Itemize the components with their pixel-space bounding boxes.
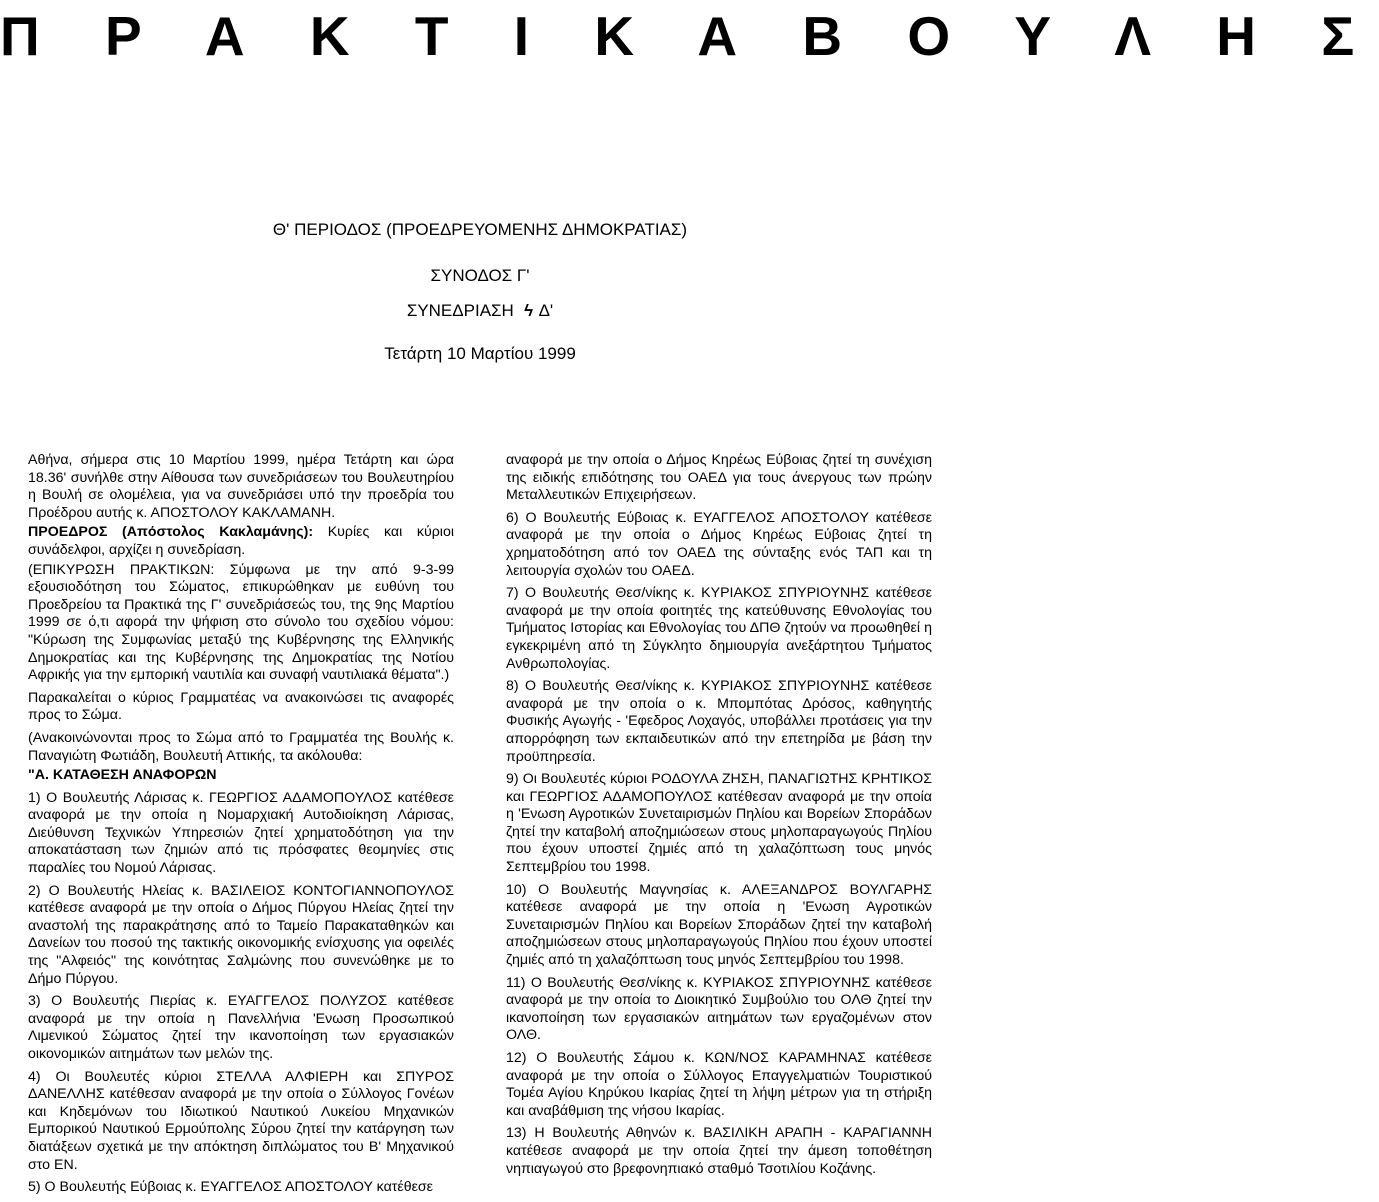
announcements-paragraph: (Ανακοινώνονται προς το Σώμα από το Γραμματέα της Βουλής κ. Παναγιώτη Φωτιάδη, Βουλευτή Αττικής, τα ακόλουθα: [28,729,454,764]
petition-item-5-end: αναφορά με την οποία ο Δήμος Κηρέως Εύβοιας ζητεί τη συνέχιση της ειδικής επιδότησης του ΟΑΕΔ για τους άνεργους των πρώην Μεταλλευτικών Επιχειρήσεων. [506,452,932,504]
petition-item-13: 13) Η Βουλευτής Αθηνών κ. ΒΑΣΙΛΙΚΗ ΑΡΑΠΗ - ΚΑΡΑΓΙΑΝΝΗ κατέθεσε αναφορά με την οποία ζητεί την άμεση τοποθέτηση νηπιαγωγού στο βρεφονηπιακό σταθμό Τσοτιλίου Κοζάνης. [506,1125,932,1177]
speaker-label: ΠΡΟΕΔΡΟΣ (Απόστολος Κακλαμάνης): [28,524,314,541]
opening-text: Αθήνα, σήμερα στις 10 Μαρτίου 1999, ημέρα Τετάρτη και ώρα 18.36' συνήλθε στην Αίθουσα των συνεδριάσεων του Βουλευτηρίου η Βουλή σε ολομέλεια, για να συνεδριάσει υπό την προεδρία του Προέδρου αυτής κ. [28,452,454,521]
speaker-name: ΑΠΟΣΤΟΛΟΥ ΚΑΚΛΑΜΑΝΗ. [150,504,336,521]
petition-item-3: 3) Ο Βουλευτής Πιερίας κ. ΕΥΑΓΓΕΛΟΣ ΠΟΛΥΖΟΣ κατέθεσε αναφορά με την οποία η Πανελλήνια 'Ενωση Προσωπικού Λιμενικού Σώματος ζητεί την ικανοποίηση των εργασιακών οικονομικών αιτημάτων των μελών της. [28,993,454,1062]
sitting-prefix: ΣΥΝΕΔΡΙΑΣΗ [406,301,514,320]
president-paragraph [28,524,454,559]
left-column [28,452,454,1202]
section-heading: "Α. ΚΑΤΑΘΕΣΗ ΑΝΑΦΟΡΩΝ [28,767,217,784]
petition-item-2: 2) Ο Βουλευτής Ηλείας κ. ΒΑΣΙΛΕΙΟΣ ΚΟΝΤΟΓΙΑΝΝΟΠΟΥΛΟΣ κατέθεσε αναφορά με την οποία ο Δήμος Πύργου Ηλείας ζητεί την αναστολή της παρακράτησης από το Ταμείο Παρακαταθηκών και Δανείων του ποσού της τακτικής οικονομικής ενίσχυσης για οφειλές της "Αλφειός" της κοινότητας Σαλμώνης που συνενώθηκε με το Δήμο Πύργου. [28,882,454,987]
petition-item-8: 8) Ο Βουλευτής Θεσ/νίκης κ. ΚΥΡΙΑΚΟΣ ΣΠΥΡΙΟΥΝΗΣ κατέθεσε αναφορά με την οποία ο κ. Μπομπότας Δρόσος, καθηγητής Φυσικής Αγωγής - 'Εφεδρος Λοχαγός, υποβάλλει προτάσεις για την απορρόφηση των εκπαιδευτικών από την επετηρίδα με βάση την προϋπηρεσία. [506,678,932,765]
sitting-label [0,301,960,321]
petition-item-12: 12) Ο Βουλευτής Σάμου κ. ΚΩΝ/ΝΟΣ ΚΑΡΑΜΗΝΑΣ κατέθεσε αναφορά με την οποία ο Σύλλογος Επαγγελματιών Τουριστικού Τομέα Αγίου Κηρύκου Ικαρίας ζητεί τη λήψη μέτρων για τη στήριξη και αναβάθμιση της νήσου Ικαρίας. [506,1050,932,1119]
petition-item-4: 4) Οι Βουλευτές κύριοι ΣΤΕΛΛΑ ΑΛΦΙΕΡΗ και ΣΠΥΡΟΣ ΔΑΝΕΛΛΗΣ κατέθεσαν αναφορά με την οποία ο Σύλλογος Γονέων και Κηδεμόνων του Ιδιωτικού Ναυτικού Λυκείου Μηχανικών Εμπορικού Ναυτικού Ερμούπολης Σύρου ζητεί την κατάργηση των διατάξεων σχετικά με την απόκτηση διπλώματος του Β' Μηχανικού στο ΕΝ. [28,1068,454,1173]
opening-paragraph [28,452,454,522]
president-text: Κυρίες και κύριοι συνάδελφοι, αρχίζει η συνεδρίαση. [28,524,454,558]
koppa-symbol: ϟ [524,301,534,320]
sitting-date: Τετάρτη 10 Μαρτίου 1999 [384,344,576,363]
session-label: ΣΥΝΟΔΟΣ Γ' [430,266,530,285]
petition-item-7: 7) Ο Βουλευτής Θεσ/νίκης κ. ΚΥΡΙΑΚΟΣ ΣΠΥΡΙΟΥΝΗΣ κατέθεσε αναφορά με την οποία φοιτητές της κατεύθυνσης Εθνολογίας του Τμήματος Ιστορίας και Εθνολογίας του ΔΠΘ ζητούν να προωθηθεί η εγκεκριμένη από τη Σύγκλητο δημιουργία ανεξάρτητου Τμήματος Ανθρωπολογίας. [506,585,932,672]
right-column [506,452,932,1183]
petition-item-9: 9) Οι Βουλευτές κύριοι ΡΟΔΟΥΛΑ ΖΗΣΗ, ΠΑΝΑΓΙΩΤΗΣ ΚΡΗΤΙΚΟΣ και ΓΕΩΡΓΙΟΣ ΑΔΑΜΟΠΟΥΛΟΣ κατέθεσαν αναφορά με την οποία η 'Ενωση Αγροτικών Συνεταιρισμών Πηλίου και Βορείων Σποράδων ζητεί την καταβολή αποζημιώσεων στους μηλοπαραγωγούς Πηλίου που έχουν υποστεί ζημιές από τη χαλαζόπτωση τους μηνός Σεπτεμβρίου του 1998. [506,771,932,876]
minutes-ratification-paragraph: (ΕΠΙΚΥΡΩΣΗ ΠΡΑΚΤΙΚΩΝ: Σύμφωνα με την από 9-3-99 εξουσιοδότηση του Σώματος, επικυρώθηκαν με ευθύνη του Προεδρείου τα Πρακτικά της Γ' συνεδριάσεώς του, της 9ης Μαρτίου 1999 σε ό,τι αφορά την ψήφιση στο σύνολο του σχεδίου νόμου: "Κύρωση της Συμφωνίας μεταξύ της Κυβέρνησης της Ελληνικής Δημοκρατίας και της Κυβέρνησης της Δημοκρατίας της Νοτίου Αφρικής για την εμπορική ναυτιλία και συναφή ναυτιλιακά θέματα".) [28,561,454,684]
parliamentary-period: Θ' ΠΕΡΙΟΔΟΣ (ΠΡΟΕΔΡΕΥΟΜΕΝΗΣ ΔΗΜΟΚΡΑΤΙΑΣ) [272,220,688,239]
sitting-number: Δ' [538,301,554,320]
petition-item-5-start: 5) Ο Βουλευτής Εύβοιας κ. ΕΥΑΓΓΕΛΟΣ ΑΠΟΣΤΟΛΟΥ κατέθεσε [28,1179,434,1196]
petition-item-11: 11) Ο Βουλευτής Θεσ/νίκης κ. ΚΥΡΙΑΚΟΣ ΣΠΥΡΙΟΥΝΗΣ κατέθεσε αναφορά με την οποία το Διοικητικό Συμβούλιο του ΟΛΘ ζητεί την ικανοποίηση των εργασιακών αιτημάτων των εργαζομένων στον ΟΛΘ. [506,974,932,1044]
secretary-request-paragraph: Παρακαλείται ο κύριος Γραμματέας να ανακοινώσει τις αναφορές προς το Σώμα. [28,689,454,724]
document-title: Π Ρ Α Κ Τ Ι Κ Α Β Ο Υ Λ Η Σ [0,5,1379,67]
petition-item-10: 10) Ο Βουλευτής Μαγνησίας κ. ΑΛΕΞΑΝΔΡΟΣ ΒΟΥΛΓΑΡΗΣ κατέθεσε αναφορά με την οποία η 'Ενωση Αγροτικών Συνεταιρισμών Πηλίου και Βορείων Σποράδων ζητεί την καταβολή αποζημιώσεων στους μηλοπαραγωγούς Πηλίου που έχουν υποστεί ζημιές από τη χαλαζόπτωση τους μηνός Σεπτεμβρίου του 1998. [506,881,932,969]
petition-item-6: 6) Ο Βουλευτής Εύβοιας κ. ΕΥΑΓΓΕΛΟΣ ΑΠΟΣΤΟΛΟΥ κατέθεσε αναφορά με την οποία ο Δήμος Κηρέως Εύβοιας ζητεί τη χρηματοδότηση από τον ΟΑΕΔ της σύνταξης ενός ΤΑΠ και τη λειτουργία σχολών του ΟΑΕΔ. [506,509,932,579]
petition-item-1: 1) Ο Βουλευτής Λάρισας κ. ΓΕΩΡΓΙΟΣ ΑΔΑΜΟΠΟΥΛΟΣ κατέθεσε αναφορά με την οποία η Νομαρχιακή Αυτοδιοίκηση Λάρισας, Διεύθυνση Τεχνικών Υπηρεσιών ζητεί χρηματοδότηση για την αποκατάσταση των ζημιών από τις πρόσφατες θεομηνίες στις παραλίες του Νομού Λάρισας. [28,789,454,877]
